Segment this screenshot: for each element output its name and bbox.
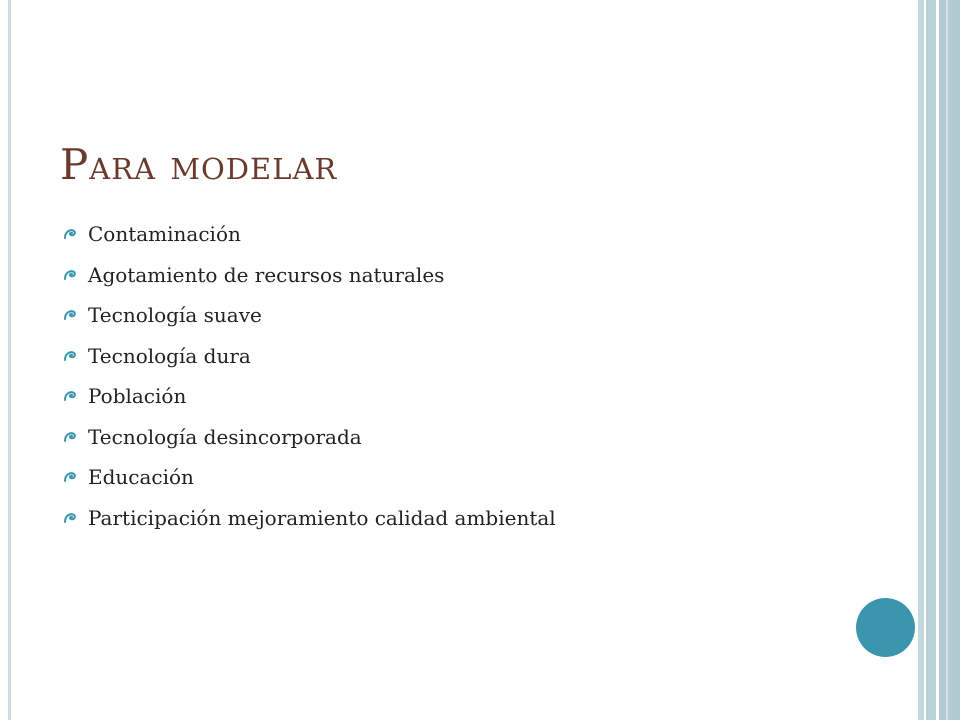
right-stripe (926, 0, 936, 720)
bullet-text: Tecnología dura (88, 343, 251, 368)
swirl-bullet-icon (62, 388, 78, 404)
bullet-item (62, 457, 556, 498)
bullet-item (62, 255, 556, 296)
bullet-item (62, 214, 556, 255)
accent-circle (856, 598, 915, 657)
bullet-list (62, 214, 556, 538)
bullet-item (62, 417, 556, 458)
swirl-bullet-icon (62, 510, 78, 526)
bullet-item (62, 295, 556, 336)
bullet-item (62, 336, 556, 377)
swirl-bullet-icon (62, 226, 78, 242)
bullet-text: Tecnología desincorporada (88, 424, 362, 449)
right-stripe (946, 0, 948, 720)
bullet-item (62, 376, 556, 417)
swirl-bullet-icon (62, 429, 78, 445)
swirl-bullet-icon (62, 307, 78, 323)
bullet-text: Contaminación (88, 222, 241, 247)
swirl-bullet-icon (62, 348, 78, 364)
bullet-text: Tecnología suave (88, 303, 262, 328)
bullet-text: Educación (88, 465, 194, 490)
swirl-bullet-icon (62, 469, 78, 485)
bullet-item (62, 498, 556, 539)
left-frame-line (8, 0, 11, 720)
swirl-bullet-icon (62, 267, 78, 283)
bullet-text: Agotamiento de recursos naturales (88, 262, 445, 287)
bullet-text: Participación mejoramiento calidad ambiental (88, 505, 556, 530)
slide-title: Para modelar (60, 140, 338, 189)
right-stripe (939, 0, 960, 720)
bullet-text: Población (88, 384, 187, 409)
